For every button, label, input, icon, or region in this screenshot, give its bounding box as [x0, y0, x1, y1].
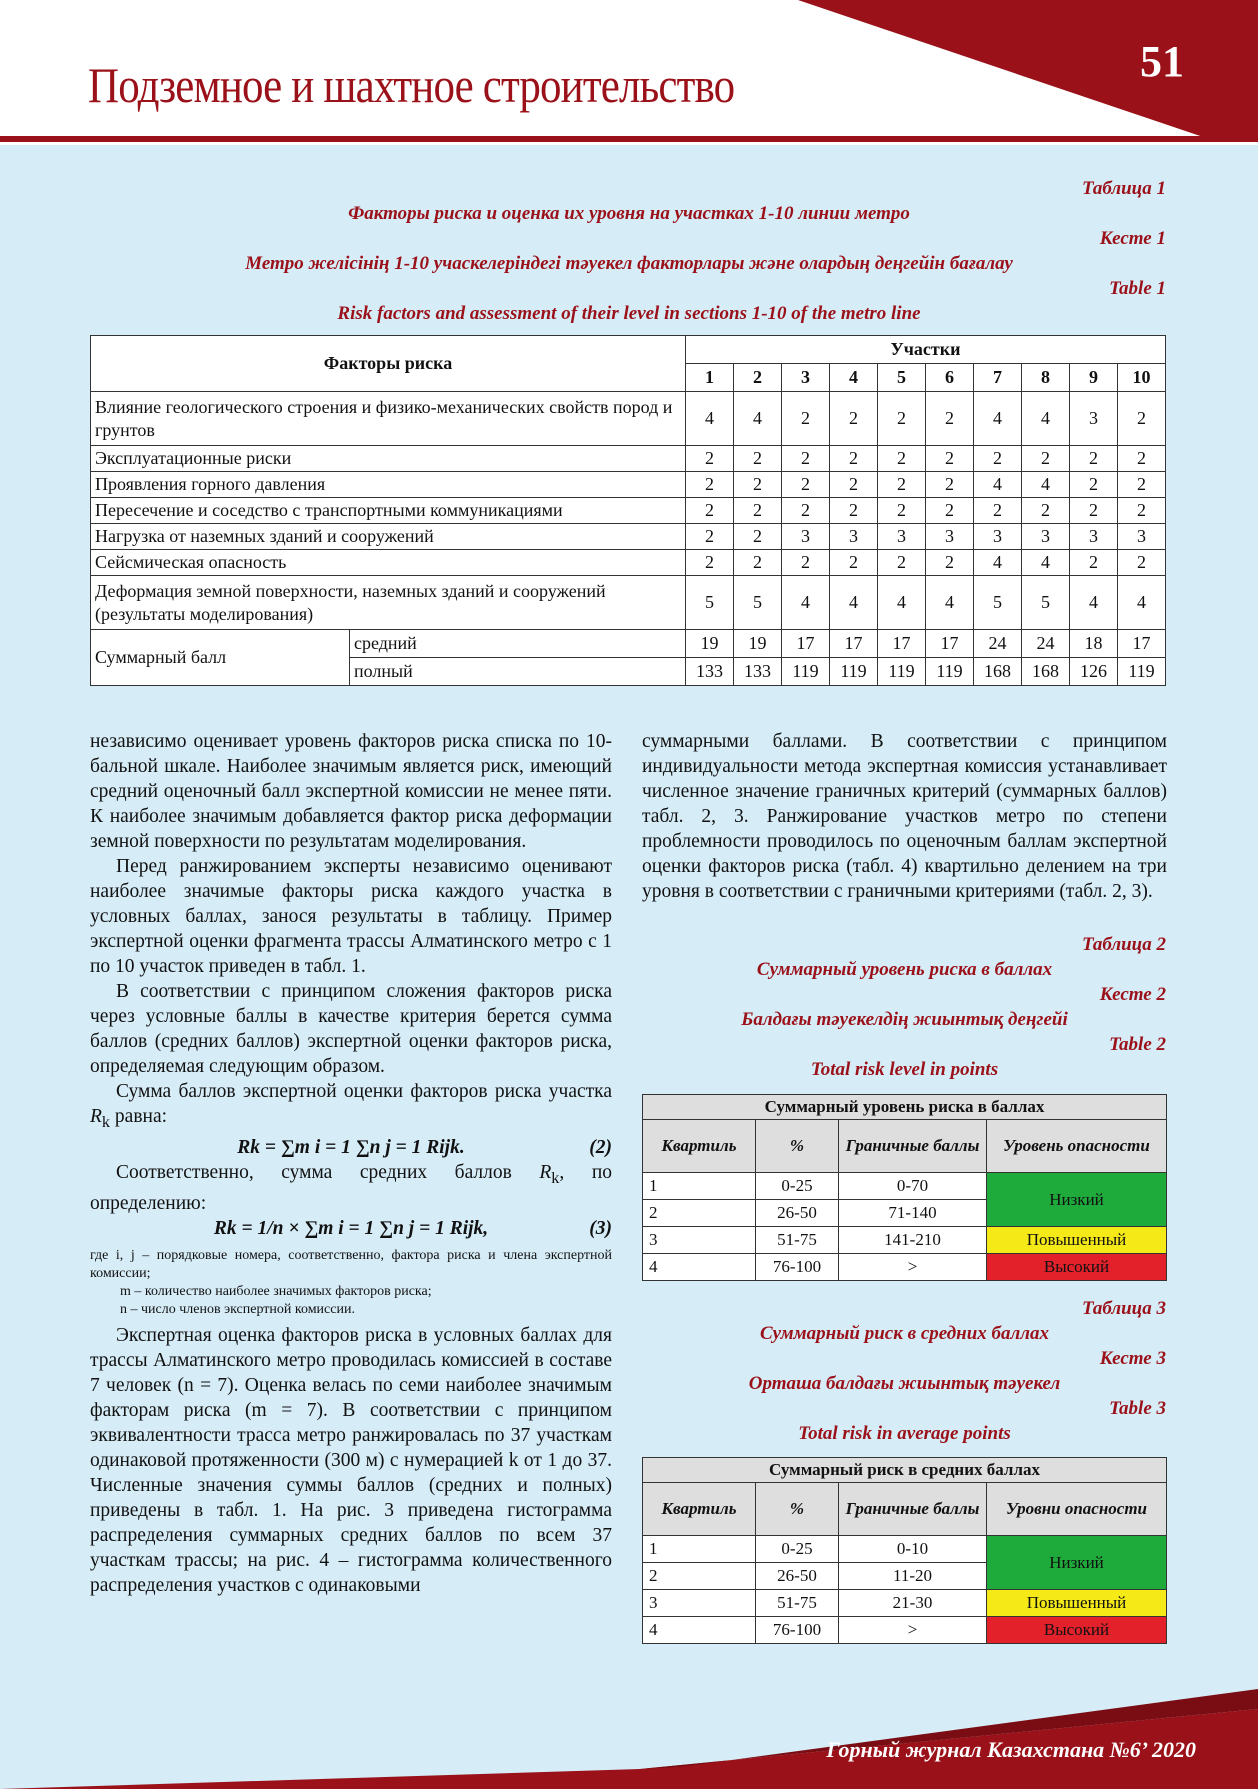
table-header: Суммарный риск в средних баллах [643, 1458, 1167, 1483]
table1-title-ru: Факторы риска и оценка их уровня на участках 1-10 линии метро [348, 203, 910, 224]
score-cell: 2 [1070, 472, 1118, 498]
table-cell: 4 [643, 1617, 756, 1644]
score-cell: 2 [830, 550, 878, 576]
score-cell: 2 [1118, 472, 1166, 498]
score-cell: 2 [734, 446, 782, 472]
table3-title-ru: Суммарный риск в средних баллах [760, 1323, 1049, 1344]
table-cell: 51-75 [756, 1590, 839, 1617]
section-number-header: 10 [1118, 364, 1166, 392]
table-cell: 2 [643, 1563, 756, 1590]
score-cell: 2 [878, 392, 926, 446]
average-score-cell: 19 [686, 630, 734, 658]
average-score-cell: 17 [830, 630, 878, 658]
average-score-cell: 24 [1022, 630, 1070, 658]
score-cell: 4 [1118, 576, 1166, 630]
score-cell: 2 [782, 392, 830, 446]
table-cell: 21-30 [839, 1590, 987, 1617]
table-row [91, 498, 1166, 524]
table-row [91, 550, 1166, 576]
formula-2: Rk = ∑m i = 1 ∑n j = 1 Rijk. (2) [237, 1136, 612, 1158]
score-cell: 2 [926, 498, 974, 524]
score-cell: 2 [1118, 392, 1166, 446]
full-score-cell: 119 [830, 658, 878, 686]
formula-note: n – число членов экспертной комиссии. [120, 1301, 355, 1317]
table-row [91, 446, 1166, 472]
score-cell: 2 [1070, 446, 1118, 472]
section-number-header: 8 [1022, 364, 1070, 392]
score-cell: 3 [926, 524, 974, 550]
average-score-cell: 17 [926, 630, 974, 658]
col-header: Уровни опасности [987, 1483, 1167, 1536]
table-cell: 26-50 [756, 1200, 839, 1227]
full-score-cell: 168 [1022, 658, 1070, 686]
score-cell: 2 [830, 446, 878, 472]
score-cell: 2 [782, 472, 830, 498]
score-cell: 5 [1022, 576, 1070, 630]
score-cell: 2 [830, 498, 878, 524]
score-cell: 2 [734, 472, 782, 498]
full-score-cell: 119 [926, 658, 974, 686]
average-score-cell: 19 [734, 630, 782, 658]
full-score-cell: 119 [1118, 658, 1166, 686]
table1-title-kz: Метро желісінің 1-10 учаскелеріндегі тәуекел факторлары және олардың деңгейін бағалау [245, 253, 1013, 274]
formula-3: Rk = 1/n × ∑m i = 1 ∑n j = 1 Rijk, (3) [213, 1217, 612, 1239]
level-high-badge: Высокий [987, 1254, 1167, 1281]
score-cell: 4 [974, 472, 1022, 498]
full-score-cell: 133 [734, 658, 782, 686]
average-score-cell: 17 [1118, 630, 1166, 658]
score-cell: 2 [1118, 446, 1166, 472]
level-low-badge: Низкий [987, 1173, 1167, 1227]
section-number-header: 2 [734, 364, 782, 392]
score-cell: 4 [734, 392, 782, 446]
table2-label-kz: Кесте 2 [1099, 984, 1166, 1005]
col-sections-header: Участки [686, 336, 1166, 364]
table2-title-ru: Суммарный уровень риска в баллах [756, 959, 1053, 980]
risk-factor-label: Эксплуатационные риски [91, 446, 686, 472]
col-header: Квартиль [643, 1483, 756, 1536]
paragraph: Сумма баллов экспертной оценки факторов риска участка $R_k$ равна: [90, 1081, 612, 1131]
risk-factor-label: Влияние геологического строения и физико-механических свойств пород и грунтов [91, 392, 686, 446]
table3-label-en: Table 3 [1109, 1398, 1166, 1419]
paragraph: Перед ранжированием эксперты независимо оценивают наиболее значимые факторы риска каждого участка в условных баллах, занося результаты в таблицу. Пример экспертной оценки фрагмента трассы Алматинского метро с 1 по 10 участок приведен в табл. 1. [90, 856, 612, 977]
table-cell: 76-100 [756, 1617, 839, 1644]
score-cell: 2 [878, 550, 926, 576]
score-cell: 2 [1070, 550, 1118, 576]
score-cell: 2 [926, 550, 974, 576]
score-cell: 2 [782, 550, 830, 576]
right-column-text [642, 729, 1167, 904]
average-score-cell: 18 [1070, 630, 1118, 658]
col-header: Граничные баллы [839, 1483, 987, 1536]
col-header: % [756, 1483, 839, 1536]
table3-label-kz: Кесте 3 [1099, 1348, 1166, 1369]
full-label: полный [350, 658, 686, 686]
score-cell: 2 [1118, 550, 1166, 576]
full-score-cell: 119 [878, 658, 926, 686]
section-number-header: 6 [926, 364, 974, 392]
col-header: Уровень опасности [987, 1120, 1167, 1173]
score-cell: 2 [686, 550, 734, 576]
full-score-cell: 126 [1070, 658, 1118, 686]
score-cell: 5 [734, 576, 782, 630]
score-cell: 5 [686, 576, 734, 630]
score-cell: 2 [686, 446, 734, 472]
score-cell: 2 [686, 498, 734, 524]
section-number-header: 5 [878, 364, 926, 392]
section-number-header: 1 [686, 364, 734, 392]
score-cell: 2 [830, 392, 878, 446]
paragraph: Соответственно, сумма средних баллов $R_k$, по определению: [90, 1161, 612, 1214]
table3-title-kz: Орташа балдағы жиынтық тәуекел [748, 1373, 1061, 1394]
formula-note: m – количество наиболее значимых факторов риска; [120, 1283, 432, 1299]
table-cell: > [839, 1617, 987, 1644]
table2-label-ru: Таблица 2 [1081, 934, 1166, 955]
section-title: Подземное и шахтное строительство [88, 57, 735, 113]
score-cell: 4 [974, 392, 1022, 446]
table-cell: 51-75 [756, 1227, 839, 1254]
footer-shape [0, 1669, 1258, 1789]
risk-factor-label: Деформация земной поверхности, наземных зданий и сооружений (результаты моделирования) [91, 576, 686, 630]
score-cell: 2 [1118, 498, 1166, 524]
score-cell: 2 [926, 446, 974, 472]
score-cell: 2 [1022, 446, 1070, 472]
table-cell: 76-100 [756, 1254, 839, 1281]
total-risk-level-table [642, 1094, 1167, 1281]
table-cell: 1 [643, 1536, 756, 1563]
level-high-badge: Высокий [987, 1617, 1167, 1644]
table-row [91, 524, 1166, 550]
score-cell: 2 [878, 498, 926, 524]
col-factors-header: Факторы риска [91, 336, 686, 392]
paragraph: суммарными баллами. В соответствии с принципом индивидуальности метода экспертная комиссия устанавливает численное значение граничных критерий (суммарных баллов) табл. 2, 3. Ранжирование участков метро по степени проблемности проводилось по оценочным баллам экспертной оценки факторов риска (табл. 4) квартильно делением на три уровня в соответствии с граничными критериями (табл. 2, 3). [642, 731, 1167, 902]
score-cell: 2 [782, 446, 830, 472]
score-cell: 2 [1022, 498, 1070, 524]
section-number-header: 7 [974, 364, 1022, 392]
total-risk-average-table [642, 1457, 1167, 1644]
table-cell: 0-25 [756, 1536, 839, 1563]
risk-factor-label: Проявления горного давления [91, 472, 686, 498]
risk-factor-label: Нагрузка от наземных зданий и сооружений [91, 524, 686, 550]
score-cell: 2 [686, 472, 734, 498]
score-cell: 3 [830, 524, 878, 550]
full-score-cell: 168 [974, 658, 1022, 686]
paragraph: Экспертная оценка факторов риска в условных баллах для трассы Алматинского метро проводилась комиссией в составе 7 человек (n = 7). Оценка велась по семи наиболее значимым факторам риска (m = 7). В соответствии с принципом эквивалентности трасса метро ранжировалась по 37 участкам одинаковой протяженности (300 м) с нумерацией k от 1 до 37. Численные значения суммы баллов (средних и полных) приведены в табл. 1. На рис. 3 приведена гистограмма распределения суммарных средних баллов по всем 37 участкам трассы; на рис. 4 – гистограмма количественного распределения участков с одинаковыми [90, 1324, 612, 1596]
level-low-badge: Низкий [987, 1536, 1167, 1590]
score-cell: 2 [782, 498, 830, 524]
table-cell: 1 [643, 1173, 756, 1200]
table-cell: 0-25 [756, 1173, 839, 1200]
score-cell: 3 [974, 524, 1022, 550]
paragraph: В соответствии с принципом сложения факторов риска через условные баллы в качестве критерия берется сумма баллов (средних баллов) экспертной оценки факторов риска, определяемая следующим образом. [90, 981, 612, 1077]
journal-footer: Горный журнал Казахстана №6’ 2020 [826, 1737, 1196, 1762]
score-cell: 4 [1022, 392, 1070, 446]
score-cell: 2 [734, 524, 782, 550]
average-label: средний [350, 630, 686, 658]
score-cell: 4 [974, 550, 1022, 576]
score-cell: 2 [830, 472, 878, 498]
table3-title-en: Total risk in average points [798, 1423, 1011, 1444]
table-cell: 71-140 [839, 1200, 987, 1227]
table-row [91, 472, 1166, 498]
table-cell: 3 [643, 1227, 756, 1254]
score-cell: 2 [926, 392, 974, 446]
formula-note: где i, j – порядковые номера, соответственно, фактора риска и члена экспертной комиссии; [90, 1247, 612, 1281]
header-corner-shape [798, 0, 1258, 145]
score-cell: 2 [1070, 498, 1118, 524]
col-header: % [756, 1120, 839, 1173]
average-score-cell: 17 [878, 630, 926, 658]
col-header: Граничные баллы [839, 1120, 987, 1173]
score-cell: 4 [782, 576, 830, 630]
score-cell: 4 [686, 392, 734, 446]
section-number-header: 3 [782, 364, 830, 392]
paragraph: независимо оценивает уровень факторов риска списка по 10-бальной шкале. Наиболее значимым является риск, имеющий средний оценочный балл экспертной комиссии не менее пяти. К наиболее значимым добавляется фактор риска деформации земной поверхности по результатам моделирования. [90, 731, 612, 852]
table1-label-ru: Таблица 1 [1081, 178, 1166, 199]
score-cell: 2 [878, 446, 926, 472]
left-column-text [90, 729, 612, 1598]
table2-title-en: Total risk level in points [810, 1059, 999, 1080]
risk-factor-label: Сейсмическая опасность [91, 550, 686, 576]
table-cell: > [839, 1254, 987, 1281]
total-score-label: Суммарный балл [91, 630, 350, 686]
score-cell: 5 [974, 576, 1022, 630]
table1-label-kz: Кесте 1 [1099, 228, 1166, 249]
table-cell: 26-50 [756, 1563, 839, 1590]
level-mid-badge: Повышенный [987, 1227, 1167, 1254]
full-score-cell: 119 [782, 658, 830, 686]
table-header: Суммарный уровень риска в баллах [643, 1095, 1167, 1120]
score-cell: 4 [830, 576, 878, 630]
score-cell: 2 [974, 446, 1022, 472]
table-cell: 0-10 [839, 1536, 987, 1563]
full-score-cell: 133 [686, 658, 734, 686]
score-cell: 4 [1070, 576, 1118, 630]
score-cell: 2 [686, 524, 734, 550]
score-cell: 2 [734, 550, 782, 576]
table-cell: 11-20 [839, 1563, 987, 1590]
score-cell: 4 [1022, 550, 1070, 576]
score-cell: 3 [782, 524, 830, 550]
section-number-header: 9 [1070, 364, 1118, 392]
risk-factors-table [90, 335, 1166, 686]
table2-label-en: Table 2 [1109, 1034, 1166, 1055]
table-cell: 3 [643, 1590, 756, 1617]
table1-title-en: Risk factors and assessment of their level in sections 1-10 of the metro line [337, 303, 921, 324]
table-row [91, 630, 1166, 658]
table-row [91, 392, 1166, 446]
table-cell: 0-70 [839, 1173, 987, 1200]
col-header: Квартиль [643, 1120, 756, 1173]
score-cell: 2 [734, 498, 782, 524]
score-cell: 3 [1070, 524, 1118, 550]
page-number: 51 [1140, 37, 1184, 86]
score-cell: 2 [974, 498, 1022, 524]
table2-title-kz: Балдағы тәуекелдің жиынтық деңгейі [741, 1009, 1068, 1030]
score-cell: 3 [1070, 392, 1118, 446]
score-cell: 3 [1118, 524, 1166, 550]
average-score-cell: 24 [974, 630, 1022, 658]
table-row [91, 576, 1166, 630]
table1-label-en: Table 1 [1109, 278, 1166, 299]
section-number-header: 4 [830, 364, 878, 392]
level-mid-badge: Повышенный [987, 1590, 1167, 1617]
score-cell: 3 [1022, 524, 1070, 550]
table3-label-ru: Таблица 3 [1081, 1298, 1166, 1319]
score-cell: 3 [878, 524, 926, 550]
score-cell: 4 [926, 576, 974, 630]
score-cell: 4 [878, 576, 926, 630]
score-cell: 2 [878, 472, 926, 498]
score-cell: 2 [926, 472, 974, 498]
average-score-cell: 17 [782, 630, 830, 658]
table-cell: 141-210 [839, 1227, 987, 1254]
table-cell: 4 [643, 1254, 756, 1281]
score-cell: 4 [1022, 472, 1070, 498]
risk-factor-label: Пересечение и соседство с транспортными коммуникациями [91, 498, 686, 524]
table-cell: 2 [643, 1200, 756, 1227]
